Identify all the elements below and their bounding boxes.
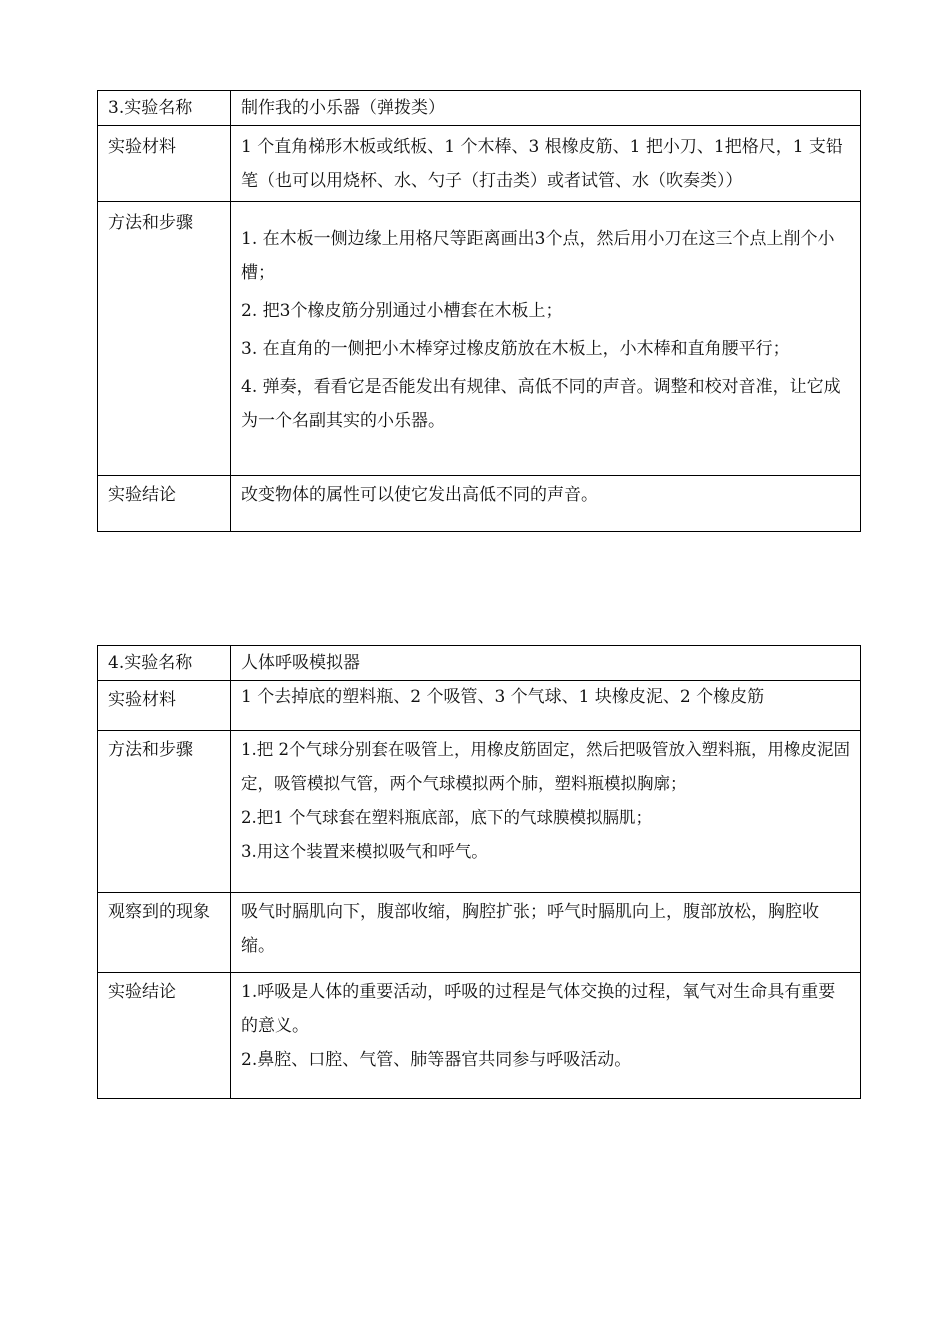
step-item: 2. 把3个橡皮筋分别通过小槽套在木板上； — [241, 301, 563, 321]
experiment-3-table — [97, 90, 861, 532]
experiment-4-table — [97, 645, 861, 1099]
step-item: 1. 在木板一侧边缘上用格尺等距离画出3个点，然后用小刀在这三个点上削个小槽； — [241, 229, 835, 283]
materials-label: 实验材料 — [98, 681, 231, 731]
title-label: 3.实验名称 — [98, 91, 231, 126]
phenomenon-value: 吸气时膈肌向下，腹部收缩，胸腔扩张；呼气时膈肌向上，腹部放松，胸腔收缩。 — [231, 893, 861, 973]
conclusion-label: 实验结论 — [98, 476, 231, 532]
materials-label: 实验材料 — [98, 126, 231, 202]
steps-cell — [231, 202, 861, 476]
title-value: 人体呼吸模拟器 — [231, 646, 861, 681]
step-item: 4. 弹奏，看看它是否能发出有规律、高低不同的声音。调整和校对音准，让它成为一个名副其实的小乐器。 — [241, 377, 841, 431]
conclusion-value: 改变物体的属性可以使它发出高低不同的声音。 — [231, 476, 861, 532]
title-value: 制作我的小乐器（弹拨类） — [231, 91, 861, 126]
step-item: 2.把1 个气球套在塑料瓶底部，底下的气球膜模拟膈肌； — [241, 808, 652, 827]
steps-label: 方法和步骤 — [98, 202, 231, 476]
steps-cell — [231, 731, 861, 893]
conclusion-label: 实验结论 — [98, 973, 231, 1099]
step-item: 1.把 2个气球分别套在吸管上，用橡皮筋固定，然后把吸管放入塑料瓶，用橡皮泥固定，吸管模拟气管，两个气球模拟两个肺，塑料瓶模拟胸廓； — [241, 740, 850, 793]
step-item: 3.用这个装置来模拟吸气和呼气。 — [241, 842, 488, 861]
conclusion-cell — [231, 973, 861, 1099]
steps-label: 方法和步骤 — [98, 731, 231, 893]
phenomenon-label: 观察到的现象 — [98, 893, 231, 973]
materials-value: 1 个直角梯形木板或纸板、1 个木棒、3 根橡皮筋、1 把小刀、1把格尺，1 支铅笔（也可以用烧杯、水、勺子（打击类）或者试管、水（吹奏类）） — [231, 126, 861, 202]
conclusion-item: 1.呼吸是人体的重要活动，呼吸的过程是气体交换的过程，氧气对生命具有重要的意义。 — [241, 982, 836, 1036]
title-label: 4.实验名称 — [98, 646, 231, 681]
step-item: 3. 在直角的一侧把小木棒穿过橡皮筋放在木板上，小木棒和直角腰平行； — [241, 339, 790, 359]
materials-value: 1 个去掉底的塑料瓶、2 个吸管、3 个气球、1 块橡皮泥、2 个橡皮筋 — [231, 681, 861, 731]
conclusion-item: 2.鼻腔、口腔、气管、肺等器官共同参与呼吸活动。 — [241, 1050, 632, 1070]
